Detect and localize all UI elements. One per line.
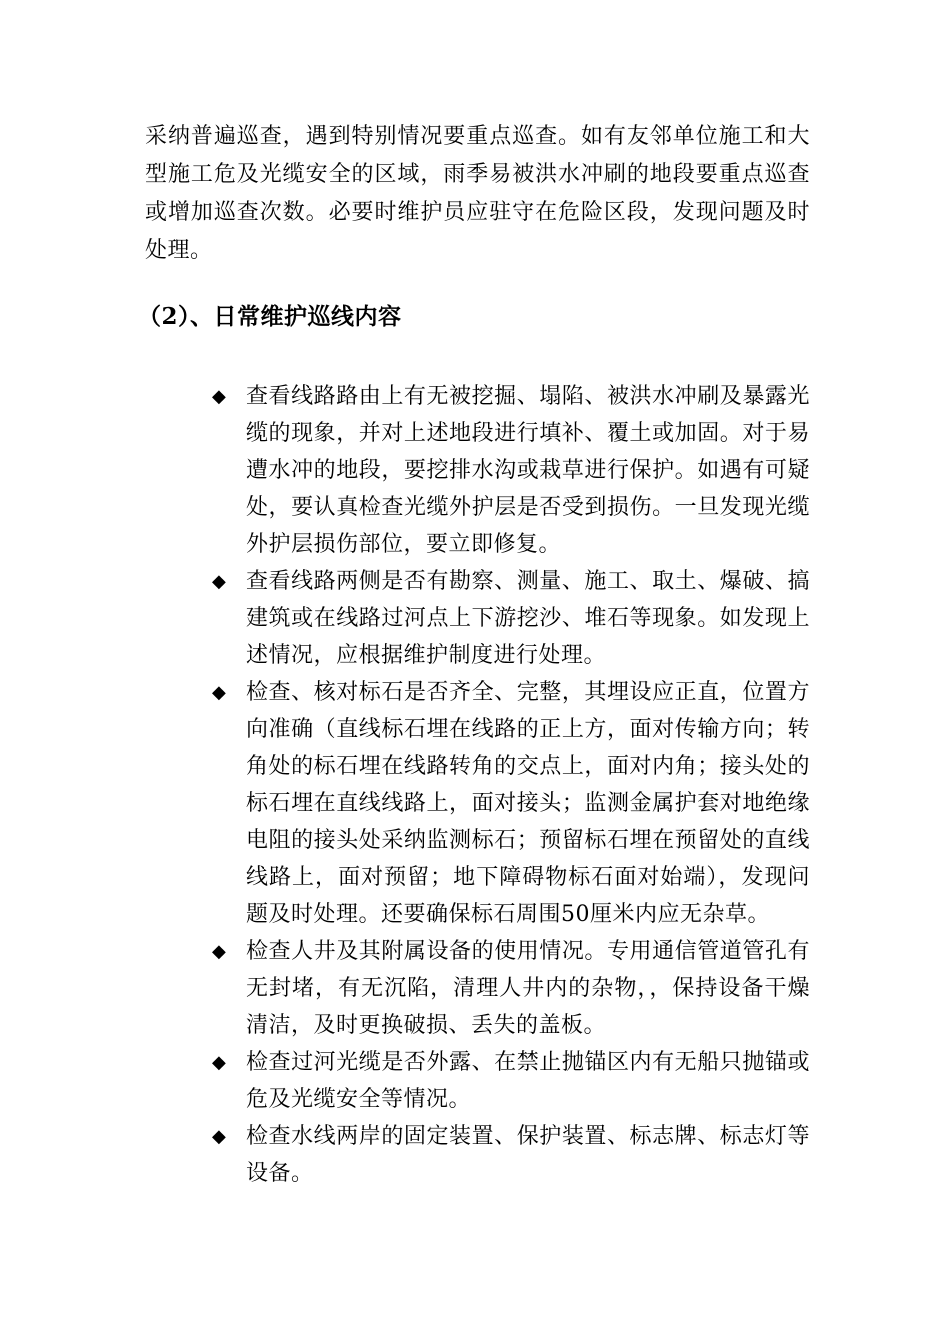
list-item-text: 检查水线两岸的固定装置、保护装置、标志牌、标志灯等设备。 xyxy=(246,1124,810,1186)
intro-paragraph: 采纳普遍巡查，遇到特别情况要重点巡查。如有友邻单位施工和大型施工危及光缆安全的区域，雨季易被洪水冲刷的地段要重点巡查或增加巡查次数。必要时维护员应驻守在危险区段，发现问题及时处理。 xyxy=(145,124,810,263)
list-item xyxy=(210,563,810,674)
list-item-text: 检查人井及其附属设备的使用情况。专用通信管道管孔有无封堵，有无沉陷，清理人井内的杂物，，保持设备干燥清洁，及时更换破损、丢失的盖板。 xyxy=(246,939,810,1038)
list-item xyxy=(210,378,810,563)
list-item-text: 检查过河光缆是否外露、在禁止抛锚区内有无船只抛锚或危及光缆安全等情况。 xyxy=(246,1050,810,1112)
bullet-list xyxy=(210,378,810,1192)
diamond-bullet-icon: ◆ xyxy=(212,941,227,962)
list-item xyxy=(210,674,810,933)
diamond-bullet-icon: ◆ xyxy=(212,682,227,703)
diamond-bullet-icon: ◆ xyxy=(212,571,227,592)
section-heading: （2）、日常维护巡线内容 xyxy=(138,303,402,330)
list-item-text: 检查、核对标石是否齐全、完整，其埋设应正直，位置方向准确（直线标石埋在线路的正上方，面对传输方向；转角处的标石埋在线路转角的交点上，面对内角；接头处的标石埋在直线线路上，面对接头；监测金属护套对地绝缘电阻的接头处采纳监测标石；预留标石埋在预留处的直线线路上，面对预留；地下障碍物标石面对始端），发现问题及时处理。还要确保标石周围50厘米内应无杂草。 xyxy=(246,680,810,927)
list-item xyxy=(210,933,810,1044)
diamond-bullet-icon: ◆ xyxy=(212,1126,227,1147)
diamond-bullet-icon: ◆ xyxy=(212,386,227,407)
list-item xyxy=(210,1044,810,1118)
list-item-text: 查看线路路由上有无被挖掘、塌陷、被洪水冲刷及暴露光缆的现象，并对上述地段进行填补、覆土或加固。对于易遭水冲的地段，要挖排水沟或栽草进行保护。如遇有可疑处，要认真检查光缆外护层是否受到损伤。一旦发现光缆外护层损伤部位，要立即修复。 xyxy=(246,384,810,557)
list-item xyxy=(210,1118,810,1192)
diamond-bullet-icon: ◆ xyxy=(212,1052,227,1073)
list-item-text: 查看线路两侧是否有勘察、测量、施工、取土、爆破、搞建筑或在线路过河点上下游挖沙、堆石等现象。如发现上述情况，应根据维护制度进行处理。 xyxy=(246,569,810,668)
